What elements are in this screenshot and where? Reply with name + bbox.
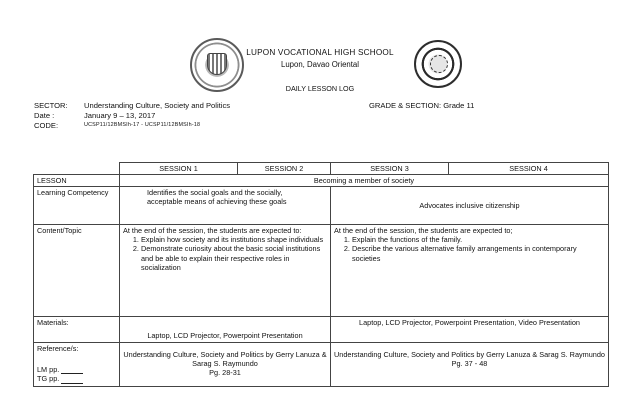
date-value: January 9 – 13, 2017 bbox=[84, 111, 156, 120]
lesson-log-table bbox=[33, 162, 609, 387]
content-left bbox=[120, 225, 331, 317]
school-name: LUPON VOCATIONAL HIGH SCHOOL bbox=[246, 48, 394, 57]
document-type: DAILY LESSON LOG bbox=[285, 84, 355, 93]
session-3-header: SESSION 3 bbox=[331, 163, 449, 175]
tg-blank-line bbox=[61, 378, 83, 384]
empty-corner bbox=[34, 163, 120, 175]
list-item: 2. Demonstrate curiosity about the basic social institutions and be able to explain their respective roles in socialization bbox=[141, 244, 327, 271]
competency-left: Identifies the social goals and the socially, acceptable means of achieving these goals bbox=[120, 187, 331, 225]
code-label: CODE: bbox=[34, 121, 59, 130]
list-item: 1. Explain the functions of the family. bbox=[352, 235, 605, 244]
content-right bbox=[331, 225, 609, 317]
reference-right bbox=[331, 343, 609, 387]
competency-label: Learning Competency bbox=[34, 187, 120, 225]
content-label: Content/Topic bbox=[34, 225, 120, 317]
lesson-label: LESSON bbox=[34, 175, 120, 187]
reference-right-pages: Pg. 37 - 48 bbox=[451, 359, 488, 369]
lm-pages bbox=[37, 365, 116, 374]
materials-row bbox=[34, 317, 609, 343]
content-right-intro: At the end of the session, the students are expected to; bbox=[334, 226, 513, 236]
date-label: Date : bbox=[34, 111, 55, 120]
reference-label: Reference/s: bbox=[37, 344, 79, 354]
content-left-list bbox=[141, 235, 327, 271]
content-right-list bbox=[352, 235, 605, 262]
reference-right-title: Understanding Culture, Society and Politics by Gerry Lanuza & Sarag S. Raymundo bbox=[334, 350, 605, 360]
reference-left-pages: Pg. 28-31 bbox=[209, 368, 241, 378]
lm-label: LM pp. bbox=[37, 365, 60, 375]
reference-left bbox=[120, 343, 331, 387]
content-row bbox=[34, 225, 609, 317]
list-item: 2. Describe the various alternative family arrangements in contemporary societies bbox=[352, 244, 605, 262]
session-header-row bbox=[34, 163, 609, 175]
content-left-intro: At the end of the session, the students are expected to: bbox=[123, 226, 302, 236]
sector-value: Understanding Culture, Society and Politics bbox=[84, 101, 231, 110]
lesson-row bbox=[34, 175, 609, 187]
lesson-value: Becoming a member of society bbox=[120, 175, 609, 187]
tg-label: TG pp. bbox=[37, 374, 60, 384]
materials-left: Laptop, LCD Projector, Powerpoint Presentation bbox=[120, 317, 331, 343]
code-value: UCSP11/12BMSIh-17 - UCSP11/12BMSIh-18 bbox=[84, 122, 201, 128]
competency-row bbox=[34, 187, 609, 225]
school-location: Lupon, Davao Oriental bbox=[280, 60, 360, 69]
reference-row bbox=[34, 343, 609, 387]
session-4-header: SESSION 4 bbox=[449, 163, 609, 175]
competency-right: Advocates inclusive citizenship bbox=[331, 187, 609, 225]
materials-label: Materials: bbox=[34, 317, 120, 343]
grade-section: GRADE & SECTION: Grade 11 bbox=[369, 101, 475, 110]
materials-right: Laptop, LCD Projector, Powerpoint Presentation, Video Presentation bbox=[331, 317, 609, 343]
session-2-header: SESSION 2 bbox=[238, 163, 331, 175]
session-1-header: SESSION 1 bbox=[120, 163, 238, 175]
tg-pages bbox=[37, 374, 116, 383]
list-item: 1. Explain how society and its institutions shape individuals bbox=[141, 235, 327, 244]
sector-label: SECTOR: bbox=[34, 101, 68, 110]
reference-cell bbox=[34, 343, 120, 387]
reference-left-title: Understanding Culture, Society and Politics by Gerry Lanuza & Sarag S. Raymundo bbox=[123, 350, 327, 369]
